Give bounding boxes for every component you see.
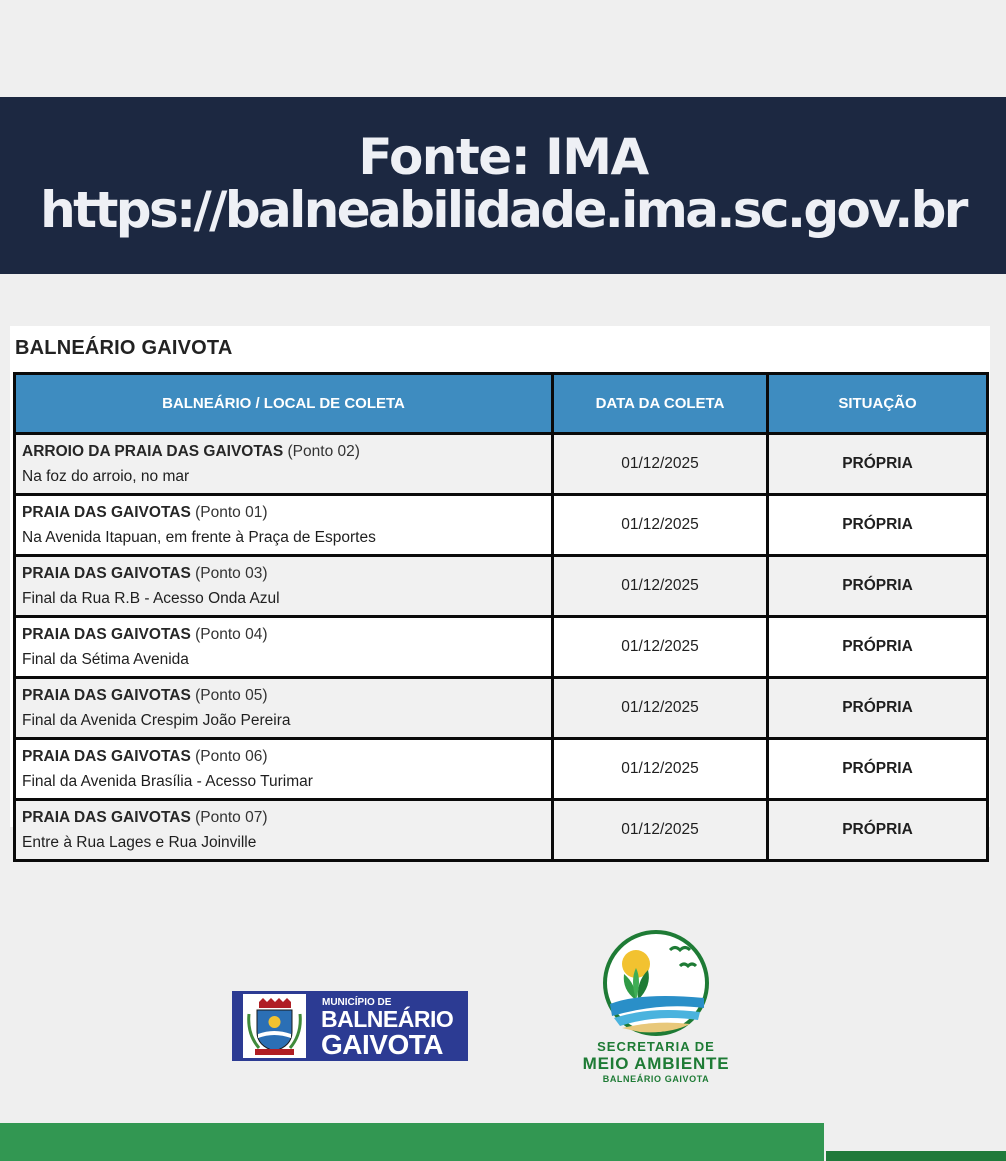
beach-name: PRAIA DAS GAIVOTAS — [22, 565, 191, 582]
location-description: Na Avenida Itapuan, em frente à Praça de Esportes — [22, 529, 376, 546]
location-cell — [15, 556, 553, 617]
location-description: Final da Sétima Avenida — [22, 651, 189, 668]
collection-date: 01/12/2025 — [553, 678, 768, 739]
status-badge: PRÓPRIA — [768, 617, 988, 678]
status-badge: PRÓPRIA — [768, 678, 988, 739]
location-description: Final da Avenida Crespim João Pereira — [22, 712, 291, 729]
footer-bar — [0, 1123, 824, 1161]
municipality-name-line1: BALNEÁRIO — [321, 1006, 454, 1032]
column-header-date: DATA DA COLETA — [553, 374, 768, 434]
location-cell — [15, 678, 553, 739]
point-label: (Ponto 05) — [190, 687, 268, 704]
location-cell — [15, 617, 553, 678]
location-cell — [15, 739, 553, 800]
source-label: Fonte: IMA — [358, 128, 648, 186]
sun-leaves-sea-icon — [600, 928, 712, 1036]
beach-name: PRAIA DAS GAIVOTAS — [22, 809, 191, 826]
table-row — [15, 556, 988, 617]
beach-name: ARROIO DA PRAIA DAS GAIVOTAS — [22, 443, 284, 460]
municipality-name-line2: GAIVOTA — [321, 1029, 443, 1060]
location-cell — [15, 495, 553, 556]
footer-accent-bar — [826, 1151, 1006, 1161]
point-label: (Ponto 03) — [190, 565, 268, 582]
table-row — [15, 495, 988, 556]
beach-name: PRAIA DAS GAIVOTAS — [22, 626, 191, 643]
municipality-logo — [232, 991, 468, 1061]
secretariat-name: MEIO AMBIENTE — [582, 1054, 730, 1073]
municipality-label: MUNICÍPIO DE — [322, 997, 392, 1008]
collection-date: 01/12/2025 — [553, 739, 768, 800]
status-badge: PRÓPRIA — [768, 739, 988, 800]
table-row — [15, 739, 988, 800]
collection-date: 01/12/2025 — [553, 800, 768, 861]
collection-date: 01/12/2025 — [553, 495, 768, 556]
bathing-quality-card — [10, 326, 990, 851]
point-label: (Ponto 02) — [283, 443, 360, 460]
point-label: (Ponto 06) — [190, 748, 268, 765]
source-banner — [0, 97, 1006, 274]
beach-name: PRAIA DAS GAIVOTAS — [22, 504, 191, 521]
crest-icon — [243, 994, 306, 1058]
point-label: (Ponto 07) — [190, 809, 268, 826]
collection-date: 01/12/2025 — [553, 556, 768, 617]
beach-name: PRAIA DAS GAIVOTAS — [22, 748, 191, 765]
table-header-row — [15, 374, 988, 434]
source-url[interactable]: https://balneabilidade.ima.sc.gov.br — [40, 181, 966, 239]
column-header-status: SITUAÇÃO — [768, 374, 988, 434]
card-title: BALNEÁRIO GAIVOTA — [15, 337, 233, 359]
table-row — [15, 617, 988, 678]
location-cell — [15, 800, 553, 861]
table-row — [15, 678, 988, 739]
environment-secretariat-logo — [578, 928, 734, 1088]
table-row — [15, 800, 988, 861]
status-badge: PRÓPRIA — [768, 800, 988, 861]
collection-date: 01/12/2025 — [553, 434, 768, 495]
point-label: (Ponto 01) — [190, 504, 268, 521]
point-label: (Ponto 04) — [190, 626, 268, 643]
collection-date: 01/12/2025 — [553, 617, 768, 678]
location-description: Entre à Rua Lages e Rua Joinville — [22, 834, 257, 851]
location-description: Final da Rua R.B - Acesso Onda Azul — [22, 590, 280, 607]
location-description: Final da Avenida Brasília - Acesso Turimar — [22, 773, 313, 790]
location-description: Na foz do arroio, no mar — [22, 468, 190, 485]
bathing-quality-table — [13, 372, 989, 862]
status-badge: PRÓPRIA — [768, 556, 988, 617]
secretariat-city: BALNEÁRIO GAIVOTA — [602, 1074, 710, 1084]
secretariat-label: SECRETARIA DE — [597, 1039, 715, 1054]
status-badge: PRÓPRIA — [768, 495, 988, 556]
beach-name: PRAIA DAS GAIVOTAS — [22, 687, 191, 704]
table-row — [15, 434, 988, 495]
location-cell — [15, 434, 553, 495]
status-badge: PRÓPRIA — [768, 434, 988, 495]
column-header-location: BALNEÁRIO / LOCAL DE COLETA — [15, 374, 553, 434]
